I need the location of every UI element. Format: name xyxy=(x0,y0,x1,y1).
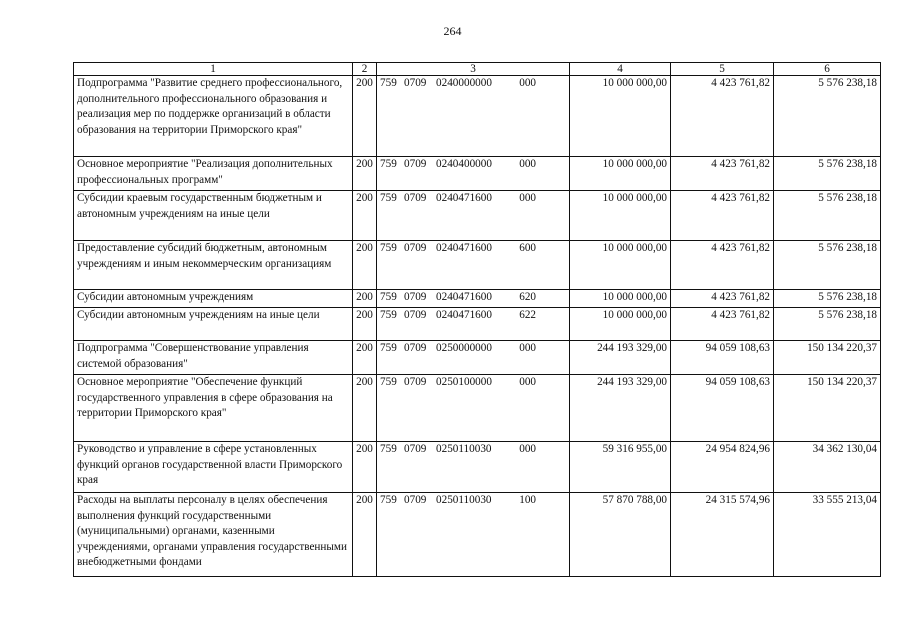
code-part: 0240000000 xyxy=(436,77,492,89)
code-part: 000 xyxy=(519,77,536,89)
code-part: 0709 xyxy=(404,242,427,254)
row-col4: 10 000 000,00 xyxy=(570,290,671,308)
table-row xyxy=(74,191,881,241)
page-number: 264 xyxy=(443,24,462,38)
row-col6: 5 576 238,18 xyxy=(774,76,881,157)
row-col4: 10 000 000,00 xyxy=(570,241,671,290)
code-part: 0709 xyxy=(404,494,427,506)
code-part: 000 xyxy=(519,158,536,170)
row-code xyxy=(377,493,570,577)
code-part: 0709 xyxy=(404,158,427,170)
row-col5: 4 423 761,82 xyxy=(671,308,774,341)
row-col2: 200 xyxy=(353,341,377,375)
row-col4: 59 316 955,00 xyxy=(570,442,671,493)
code-part: 0709 xyxy=(404,291,427,303)
row-col6: 5 576 238,18 xyxy=(774,241,881,290)
row-code xyxy=(377,157,570,191)
table-row xyxy=(74,375,881,442)
code-part: 0250110030 xyxy=(436,443,492,455)
code-part: 0240471600 xyxy=(436,242,492,254)
row-name: Расходы на выплаты персоналу в целях обеспечения выполнения функций государственными (муниципальными) органами, казенными учреждениями, органами управления государственными внебюджетными фондами xyxy=(74,493,353,577)
row-code xyxy=(377,191,570,241)
table-row xyxy=(74,442,881,493)
col-header-4: 4 xyxy=(570,63,671,76)
row-col4: 244 193 329,00 xyxy=(570,341,671,375)
row-col6: 5 576 238,18 xyxy=(774,308,881,341)
col-header-1: 1 xyxy=(74,63,353,76)
table-row xyxy=(74,493,881,577)
table-row xyxy=(74,308,881,341)
row-col5: 24 954 824,96 xyxy=(671,442,774,493)
code-part: 759 xyxy=(380,376,397,388)
row-col4: 10 000 000,00 xyxy=(570,76,671,157)
row-code xyxy=(377,290,570,308)
row-col5: 4 423 761,82 xyxy=(671,241,774,290)
row-name: Подпрограмма "Совершенствование управления системой образования" xyxy=(74,341,353,375)
code-part: 759 xyxy=(380,291,397,303)
table-row xyxy=(74,157,881,191)
row-code xyxy=(377,375,570,442)
row-col4: 10 000 000,00 xyxy=(570,308,671,341)
row-col6: 5 576 238,18 xyxy=(774,191,881,241)
row-col6: 33 555 213,04 xyxy=(774,493,881,577)
row-col5: 94 059 108,63 xyxy=(671,341,774,375)
code-part: 000 xyxy=(519,192,536,204)
header-row xyxy=(74,63,881,76)
row-name: Основное мероприятие "Обеспечение функций государственного управления в сфере образования на территории Приморского края" xyxy=(74,375,353,442)
col-header-5: 5 xyxy=(671,63,774,76)
code-part: 759 xyxy=(380,342,397,354)
row-col4: 244 193 329,00 xyxy=(570,375,671,442)
code-part: 0240471600 xyxy=(436,192,492,204)
row-name: Основное мероприятие "Реализация дополнительных профессиональных программ" xyxy=(74,157,353,191)
row-col6: 34 362 130,04 xyxy=(774,442,881,493)
code-part: 0709 xyxy=(404,443,427,455)
code-part: 759 xyxy=(380,443,397,455)
code-part: 759 xyxy=(380,242,397,254)
table-row xyxy=(74,241,881,290)
code-part: 0709 xyxy=(404,376,427,388)
row-col5: 24 315 574,96 xyxy=(671,493,774,577)
row-name: Субсидии автономным учреждениям на иные цели xyxy=(74,308,353,341)
row-col2: 200 xyxy=(353,76,377,157)
row-col5: 4 423 761,82 xyxy=(671,290,774,308)
row-code xyxy=(377,308,570,341)
code-part: 000 xyxy=(519,443,536,455)
row-col2: 200 xyxy=(353,375,377,442)
row-col6: 150 134 220,37 xyxy=(774,341,881,375)
row-col6: 5 576 238,18 xyxy=(774,157,881,191)
code-part: 0240471600 xyxy=(436,309,492,321)
code-part: 000 xyxy=(519,376,536,388)
row-name: Руководство и управление в сфере установленных функций органов государственной власти Приморского края xyxy=(74,442,353,493)
code-part: 759 xyxy=(380,158,397,170)
code-part: 0250100000 xyxy=(436,376,492,388)
row-col5: 4 423 761,82 xyxy=(671,76,774,157)
row-col6: 5 576 238,18 xyxy=(774,290,881,308)
code-part: 759 xyxy=(380,192,397,204)
code-part: 0250000000 xyxy=(436,342,492,354)
code-part: 759 xyxy=(380,77,397,89)
col-header-6: 6 xyxy=(774,63,881,76)
code-part: 0709 xyxy=(404,342,427,354)
code-part: 0240400000 xyxy=(436,158,492,170)
row-col2: 200 xyxy=(353,442,377,493)
code-part: 0250110030 xyxy=(436,494,492,506)
table-row xyxy=(74,76,881,157)
row-col6: 150 134 220,37 xyxy=(774,375,881,442)
row-col5: 4 423 761,82 xyxy=(671,157,774,191)
row-col2: 200 xyxy=(353,241,377,290)
row-col4: 10 000 000,00 xyxy=(570,157,671,191)
code-part: 759 xyxy=(380,309,397,321)
code-part: 0709 xyxy=(404,192,427,204)
code-part: 620 xyxy=(519,291,536,303)
budget-table xyxy=(73,62,881,577)
row-col2: 200 xyxy=(353,191,377,241)
code-part: 0240471600 xyxy=(436,291,492,303)
row-code xyxy=(377,76,570,157)
row-col2: 200 xyxy=(353,308,377,341)
col-header-3: 3 xyxy=(377,63,570,76)
code-part: 0709 xyxy=(404,309,427,321)
row-name: Подпрограмма "Развитие среднего профессионального, дополнительного профессионального образования и реализация мер по поддержке организаций в области образования на территории Приморского края" xyxy=(74,76,353,157)
row-name: Предоставление субсидий бюджетным, автономным учреждениям и иным некоммерческим организациям xyxy=(74,241,353,290)
row-name: Субсидии краевым государственным бюджетным и автономным учреждениям на иные цели xyxy=(74,191,353,241)
row-col2: 200 xyxy=(353,157,377,191)
row-col2: 200 xyxy=(353,290,377,308)
row-code xyxy=(377,341,570,375)
row-code xyxy=(377,241,570,290)
row-name: Субсидии автономным учреждениям xyxy=(74,290,353,308)
table-row xyxy=(74,290,881,308)
row-col4: 57 870 788,00 xyxy=(570,493,671,577)
row-code xyxy=(377,442,570,493)
row-col2: 200 xyxy=(353,493,377,577)
row-col4: 10 000 000,00 xyxy=(570,191,671,241)
col-header-2: 2 xyxy=(353,63,377,76)
table-row xyxy=(74,341,881,375)
code-part: 759 xyxy=(380,494,397,506)
code-part: 100 xyxy=(519,494,536,506)
code-part: 622 xyxy=(519,309,536,321)
row-col5: 4 423 761,82 xyxy=(671,191,774,241)
code-part: 0709 xyxy=(404,77,427,89)
row-col5: 94 059 108,63 xyxy=(671,375,774,442)
code-part: 000 xyxy=(519,342,536,354)
code-part: 600 xyxy=(519,242,536,254)
